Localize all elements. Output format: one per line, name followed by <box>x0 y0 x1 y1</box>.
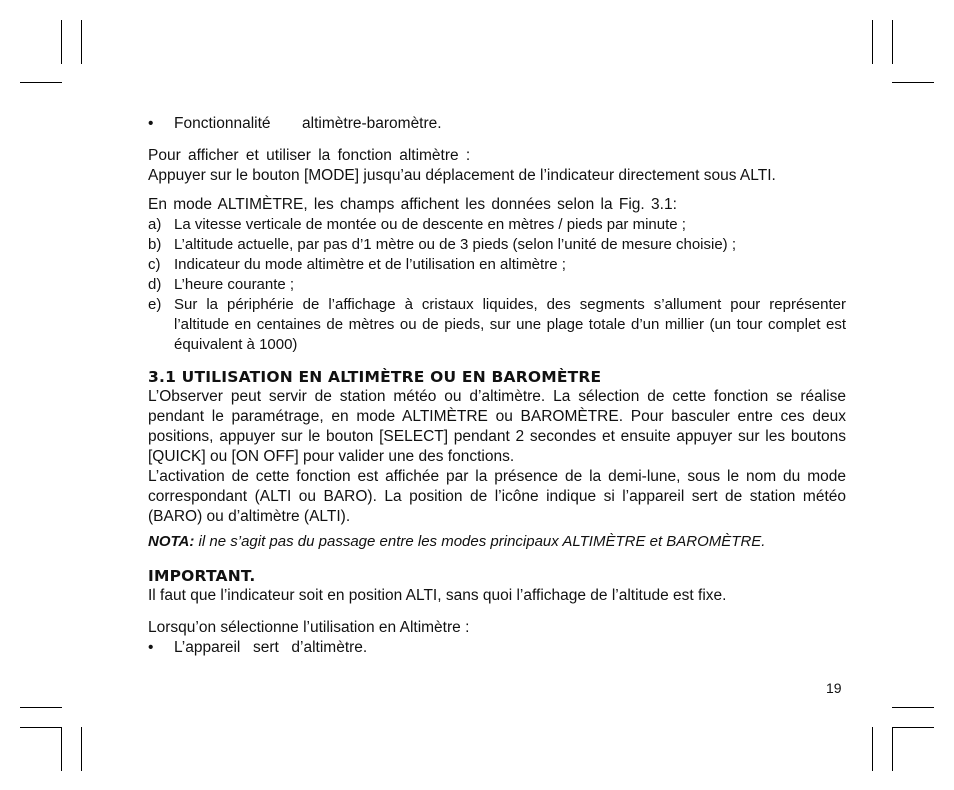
list-text: Indicateur du mode altimètre et de l’utilisation en altimètre ; <box>174 256 566 273</box>
list-item <box>148 215 846 235</box>
important-text: Il faut que l’indicateur soit en position ALTI, sans quoi l’affichage de l’altitude est fixe. <box>148 587 727 604</box>
crop-mark-tr-v1 <box>872 20 873 64</box>
list-text: L’heure courante ; <box>174 276 295 293</box>
crop-mark-tl-v1 <box>61 20 62 64</box>
crop-mark-bl-v2 <box>81 727 82 771</box>
bullet-item <box>148 114 846 134</box>
list-text: Sur la périphérie de l’affichage à cristaux liquides, des segments s’allument pour représenter l’altitude en centaines de mètres ou de pieds, sur une plage totale d’un millier (un tour complet est équivalent à 1000) <box>174 296 846 353</box>
bullet-dot: • <box>148 639 154 656</box>
list-label: d) <box>148 276 162 293</box>
crop-mark-tl-v2 <box>81 20 82 64</box>
list-label: a) <box>148 216 162 233</box>
crop-mark-bl-h <box>20 707 62 708</box>
crop-mark-tr-v2 <box>892 20 893 64</box>
crop-mark-bl-v1 <box>61 727 62 771</box>
crop-mark-bl-h2 <box>20 727 62 728</box>
list-item <box>148 255 846 275</box>
paragraph-afficher: Pour afficher et utiliser la fonction altimètre : <box>148 147 471 164</box>
crop-mark-br-h <box>892 707 934 708</box>
field-list <box>148 215 846 355</box>
bullet-dot: • <box>148 115 154 132</box>
document-page <box>148 114 846 658</box>
nota-text: il ne s’agit pas du passage entre les modes principaux ALTIMÈTRE et BAROMÈTRE. <box>194 533 766 550</box>
list-label: b) <box>148 236 162 253</box>
list-label: e) <box>148 296 162 313</box>
important-heading: IMPORTANT. <box>148 567 256 585</box>
list-text: La vitesse verticale de montée ou de descente en mètres / pieds par minute ; <box>174 216 686 233</box>
crop-mark-br-v1 <box>872 727 873 771</box>
list-item <box>148 275 846 295</box>
list-text: L’altitude actuelle, par pas d’1 mètre ou de 3 pieds (selon l’unité de mesure choisie) ; <box>174 236 736 253</box>
nota-label: NOTA: <box>148 533 195 550</box>
bullet-text: Fonctionnalité altimètre-baromètre. <box>174 115 442 132</box>
crop-mark-br-v2 <box>892 727 893 771</box>
page-number: 19 <box>826 680 842 696</box>
section-paragraph-2: L’activation de cette fonction est affichée par la présence de la demi-lune, sous le nom du mode correspondant (ALTI ou BARO). La position de l’icône indique si l’appareil sert de station météo (BARO) ou d’altimètre (ALTI). <box>148 468 846 525</box>
paragraph-mode: En mode ALTIMÈTRE, les champs affichent les données selon la Fig. 3.1: <box>148 196 677 213</box>
bullet-item <box>148 638 846 658</box>
paragraph-appuyer: Appuyer sur le bouton [MODE] jusqu’au déplacement de l’indicateur directement sous ALTI. <box>148 167 776 184</box>
nota-note <box>148 532 846 552</box>
section-heading: 3.1 UTILISATION EN ALTIMÈTRE OU EN BAROMÈTRE <box>148 368 602 386</box>
section-paragraph-1: L’Observer peut servir de station météo ou d’altimètre. La sélection de cette fonction se réalise pendant le paramétrage, en mode ALTIMÈTRE ou BAROMÈTRE. Pour basculer entre ces deux positions, appuyer sur le bouton [SELECT] pendant 2 secondes et ensuite appuyer sur les boutons [QUICK] ou [ON OFF] pour valider une des fonctions. <box>148 388 846 465</box>
crop-mark-tr-h <box>892 82 934 83</box>
paragraph-lorsqu: Lorsqu’on sélectionne l’utilisation en Altimètre : <box>148 619 470 636</box>
bullet-text: L’appareil sert d’altimètre. <box>174 639 368 656</box>
crop-mark-tl-h <box>20 82 62 83</box>
list-item <box>148 295 846 355</box>
crop-mark-br-h2 <box>892 727 934 728</box>
list-label: c) <box>148 256 161 273</box>
list-item <box>148 235 846 255</box>
